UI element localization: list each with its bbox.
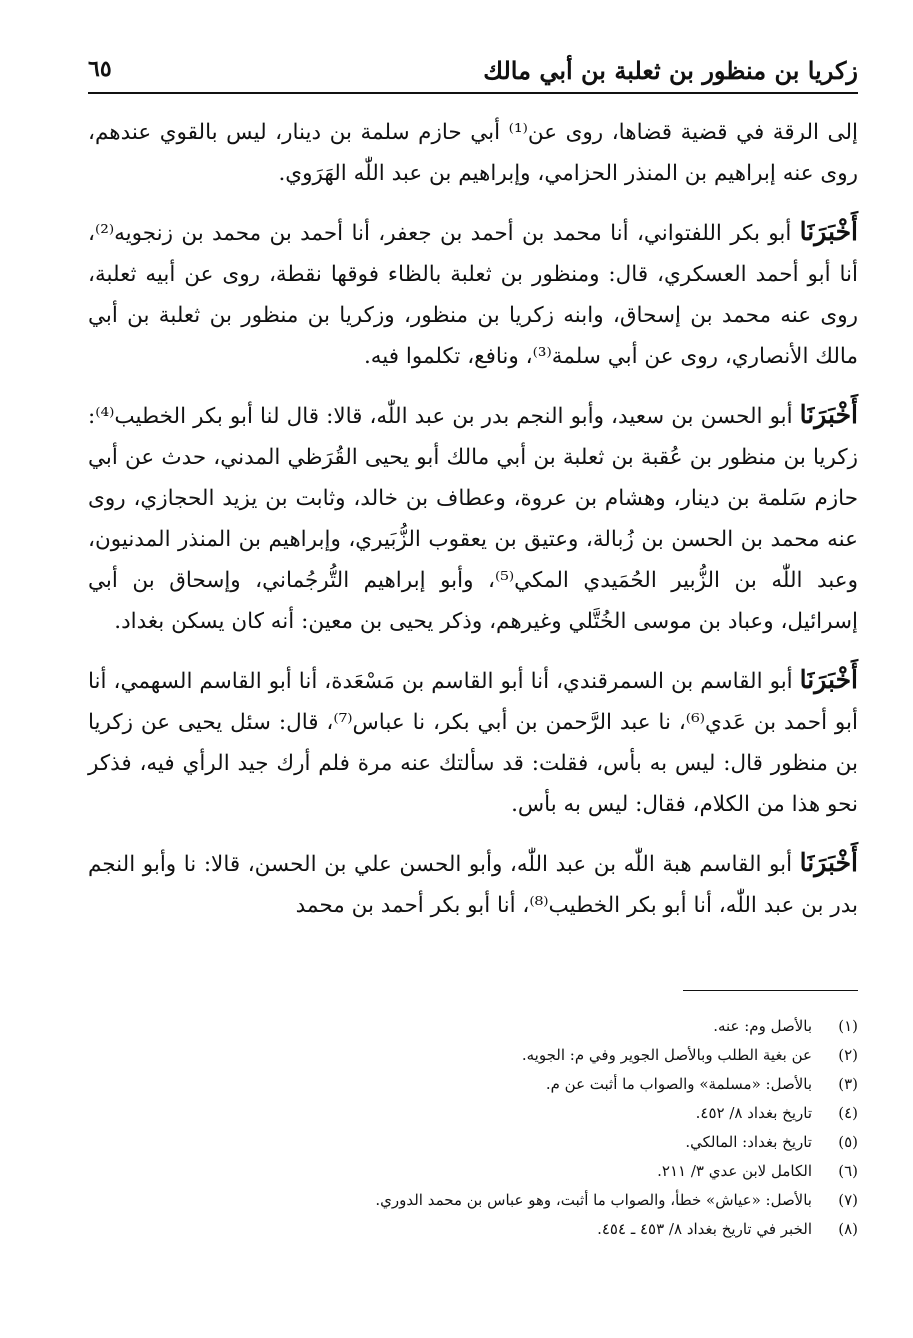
footnote-text: بالأصل وم: عنه.	[713, 1017, 812, 1035]
footnote	[88, 1128, 858, 1157]
footnote-number: (٣)	[838, 1075, 858, 1093]
footnote-text: الخبر في تاريخ بغداد ٨/ ٤٥٣ ـ ٤٥٤.	[597, 1220, 812, 1238]
footnote-text: بالأصل: «عياش» خطأ، والصواب ما أثبت، وهو عباس بن محمد الدوري.	[375, 1191, 812, 1209]
page-number: ٦٥	[88, 56, 112, 82]
footnote-number: (٧)	[838, 1191, 858, 1209]
footnote-number: (٨)	[838, 1220, 858, 1238]
footnote-number: (٥)	[838, 1133, 858, 1151]
paragraph	[88, 842, 858, 926]
paragraph	[88, 394, 858, 642]
footnote-number: (٦)	[838, 1162, 858, 1180]
footnote-text: عن بغية الطلب وبالأصل الجوير وفي م: الجويه.	[521, 1046, 812, 1064]
paragraph-lead: أَخْبَرَنَا	[799, 217, 858, 246]
footnote-divider	[683, 990, 858, 991]
footnote	[88, 1012, 858, 1041]
footnote-number: (١)	[838, 1017, 858, 1035]
footnote-number: (٢)	[838, 1046, 858, 1064]
paragraph-text: أبو القاسم بن السمرقندي، أنا أبو القاسم بن مَسْعَدة، أنا أبو القاسم السهمي، أنا أبو أحمد بن عَدي⁽⁶⁾، نا عبد الرَّحمن بن أبي بكر، نا عباس⁽⁷⁾، قال: سئل يحيى عن زكريا بن منظور قال: ليس به بأس، فقلت: قد سألتك عنه مرة فلم أرك جيد الرأي فيه، فذكر نحو هذا من الكلام، فقال: ليس به بأس.	[88, 669, 858, 817]
main-text	[88, 112, 858, 943]
footnote	[88, 1186, 858, 1215]
running-header	[88, 52, 858, 94]
footnote	[88, 1215, 858, 1244]
footnotes	[88, 1012, 858, 1244]
paragraph-text: إلى الرقة في قضية قضاها، روى عن⁽¹⁾ أبي حازم سلمة بن دينار، ليس بالقوي عندهم، روى عنه إبراهيم بن المنذر الحزامي، وإبراهيم بن عبد اللّٰه الهَرَوي.	[88, 120, 858, 186]
footnote-text: بالأصل: «مسلمة» والصواب ما أثبت عن م.	[545, 1075, 812, 1093]
footnote	[88, 1041, 858, 1070]
footnote	[88, 1157, 858, 1186]
footnote-text: الكامل لابن عدي ٣/ ٢١١.	[657, 1162, 812, 1180]
page-title: زكريا بن منظور بن ثعلبة بن أبي مالك	[483, 56, 858, 85]
paragraph-lead: أَخْبَرَنَا	[799, 848, 858, 877]
paragraph-text: أبو بكر اللفتواني، أنا محمد بن أحمد بن جعفر، أنا أحمد بن محمد بن زنجويه⁽²⁾، أنا أبو أحمد العسكري، قال: ومنظور بن ثعلبة بالظاء فوقها نقطة، روى عن أبيه ثعلبة، روى عنه محمد بن إسحاق، وابنه زكريا بن منظور، وزكريا بن منظور بن ثعلبة بن أبي مالك الأنصاري، روى عن أبي سلمة⁽³⁾، ونافع، تكلموا فيه.	[88, 221, 858, 369]
paragraph-text: أبو القاسم هبة اللّٰه بن عبد اللّٰه، وأبو الحسن علي بن الحسن، قالا: نا وأبو النجم بدر بن عبد اللّٰه، أنا أبو بكر الخطيب⁽⁸⁾، أنا أبو بكر أحمد بن محمد	[88, 852, 858, 918]
footnote-number: (٤)	[838, 1104, 858, 1122]
footnote	[88, 1099, 858, 1128]
paragraph-text: أبو الحسن بن سعيد، وأبو النجم بدر بن عبد اللّٰه، قالا: قال لنا أبو بكر الخطيب⁽⁴⁾: زكريا بن منظور بن عُقبة بن ثعلبة بن أبي مالك أبو يحيى القُرَظي المدني، حدث عن أبي حازم سَلمة بن دينار، وهشام بن عروة، وعطاف بن خالد، وثابت بن يزيد الحجازي، روى عنه محمد بن الحسن بن زُبالة، وعتيق بن يعقوب الزُّبَيري، وإبراهيم بن المنذر المدنيون، وعبد اللّٰه بن الزُّبير الحُمَيدي المكي⁽⁵⁾، وأبو إبراهيم التُّرجُماني، وإسحاق بن أبي إسرائيل، وعباد بن موسى الخُتَّلي وغيرهم، وذكر يحيى بن معين: أنه كان يسكن بغداد.	[88, 404, 858, 634]
paragraph-lead: أَخْبَرَنَا	[799, 665, 858, 694]
paragraph	[88, 659, 858, 825]
paragraph	[88, 112, 858, 194]
footnote	[88, 1070, 858, 1099]
paragraph	[88, 211, 858, 377]
footnote-text: تاريخ بغداد: المالكي.	[685, 1133, 812, 1151]
footnote-text: تاريخ بغداد ٨/ ٤٥٢.	[695, 1104, 812, 1122]
paragraph-lead: أَخْبَرَنَا	[799, 400, 858, 429]
